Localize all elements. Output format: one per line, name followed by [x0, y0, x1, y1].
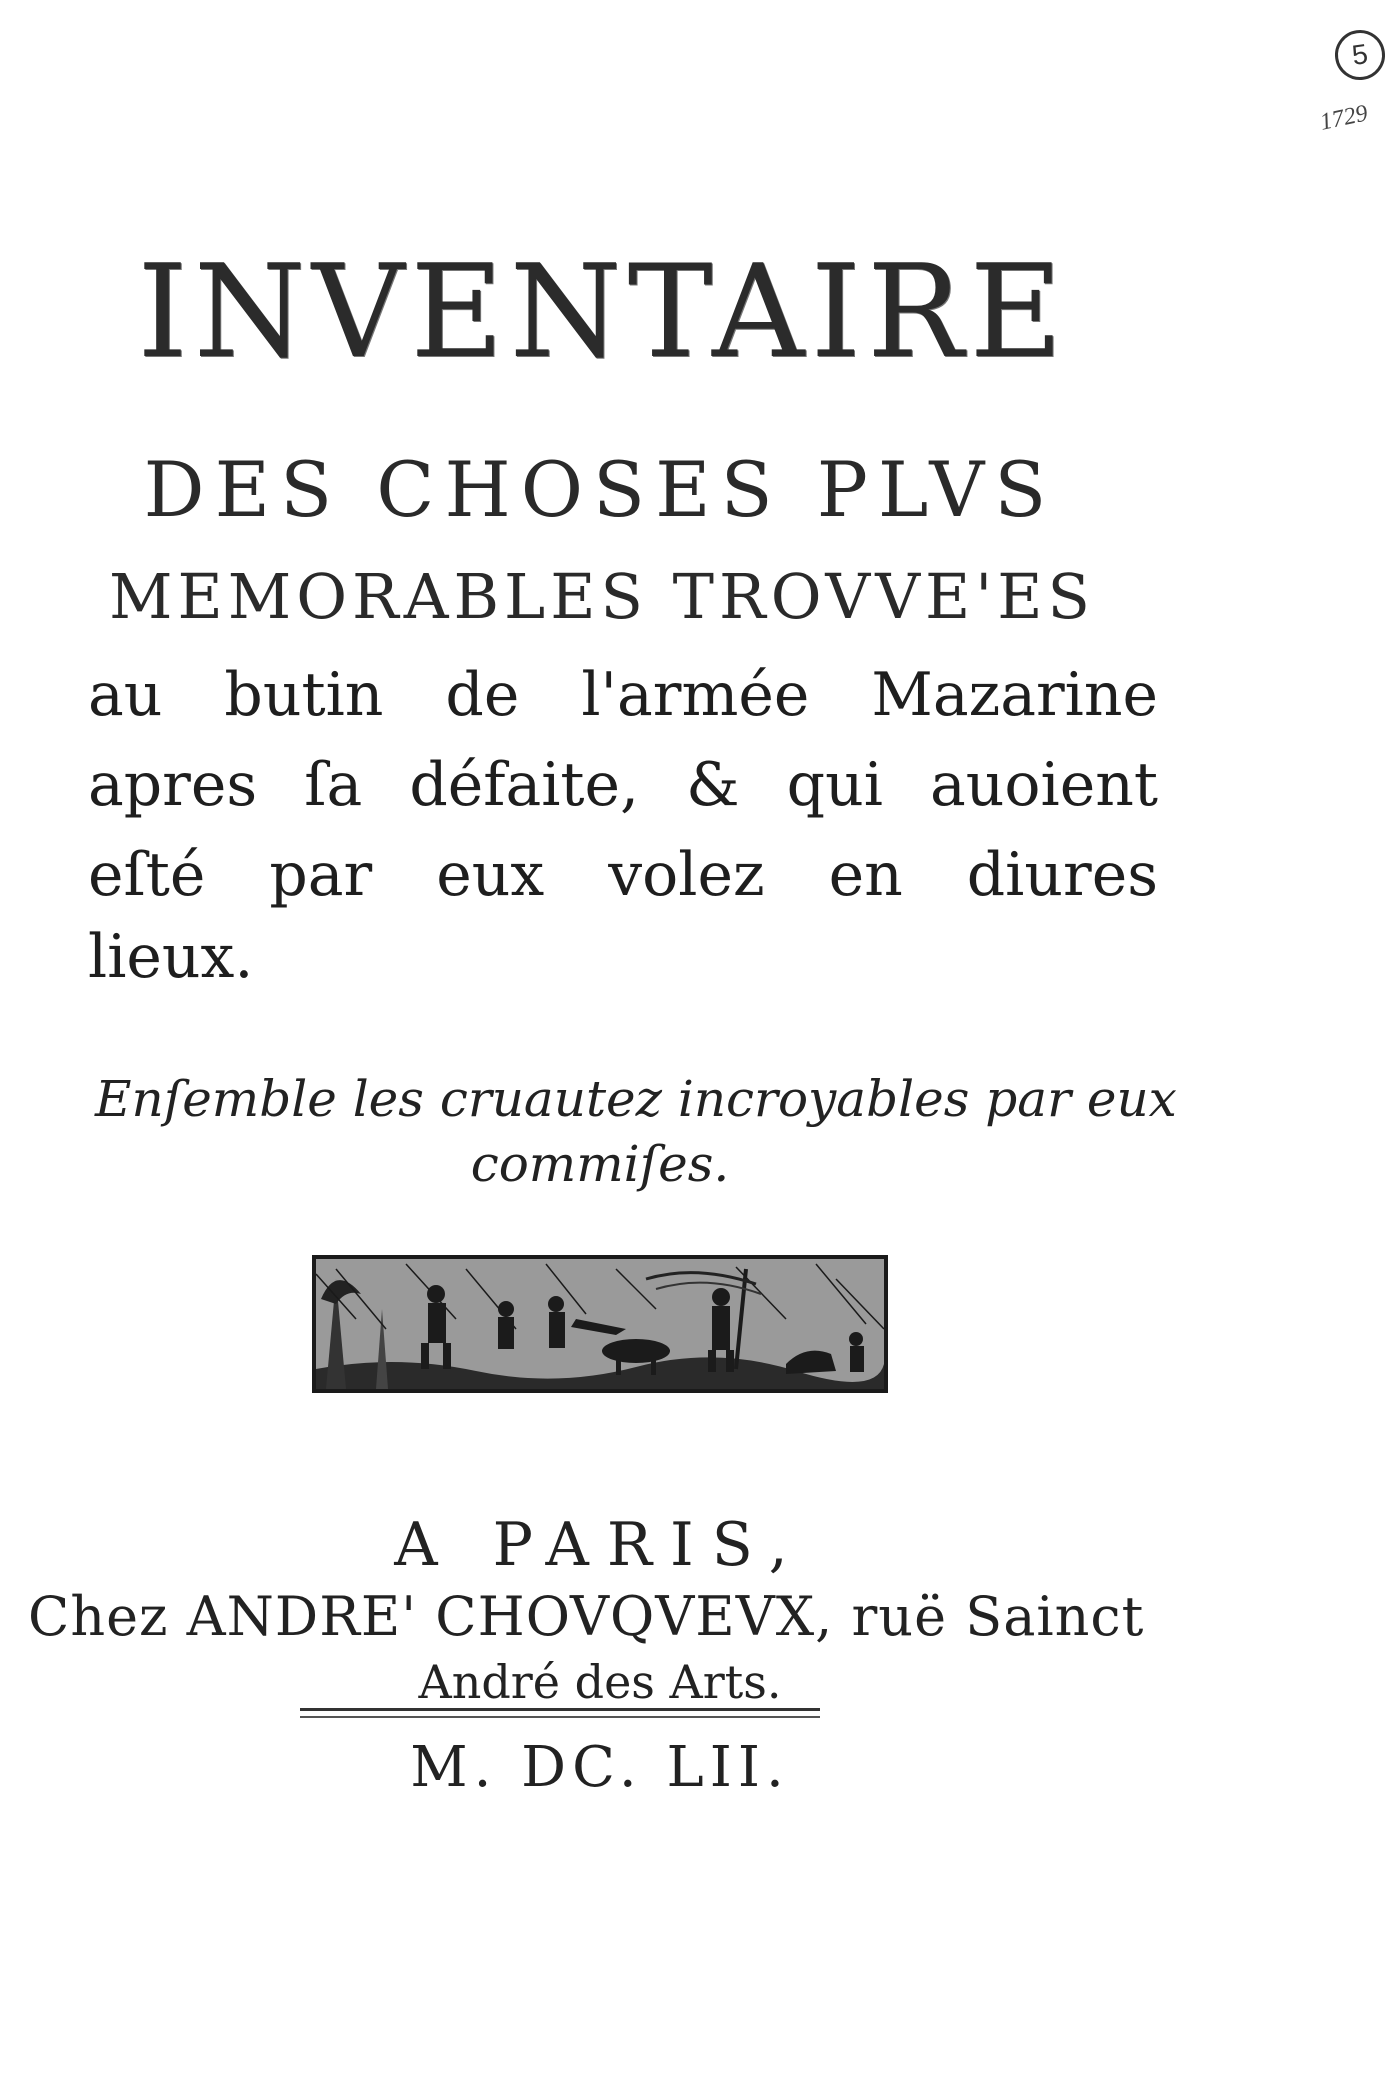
imprint-publisher: Chez ANDRE' CHOVQVEVX, ruë Sainct — [28, 1585, 1145, 1648]
subtitle-line-1: Enſemble les cruautez incroyables par eux — [95, 1070, 1177, 1128]
archive-stamp: 5 — [1332, 27, 1388, 83]
title-line-2: MEMORABLES TROVVE'ES — [108, 560, 1096, 633]
description-line-1: au butin de l'armée Mazarine — [88, 660, 1158, 730]
description-line-2: apres ſa défaite, & qui auoient — [88, 750, 1158, 820]
imprint-date: M. DC. LII. — [410, 1735, 790, 1800]
subtitle-line-2: commiſes. — [470, 1135, 730, 1193]
divider-rule — [300, 1708, 820, 1711]
imprint-address: André des Arts. — [418, 1655, 782, 1709]
page-title: INVENTAIRE — [137, 238, 1069, 387]
title-line-1: DES CHOSES PLVS — [143, 445, 1057, 534]
description-line-3: eſté par eux volez en diures — [88, 840, 1158, 910]
woodcut-battle-scene-icon — [312, 1255, 888, 1393]
divider-rule — [300, 1716, 820, 1718]
imprint-city: A PARIS, — [394, 1510, 806, 1580]
archive-handwritten-note: 1729 — [1317, 100, 1371, 136]
description-line-4: lieux. — [88, 922, 254, 992]
